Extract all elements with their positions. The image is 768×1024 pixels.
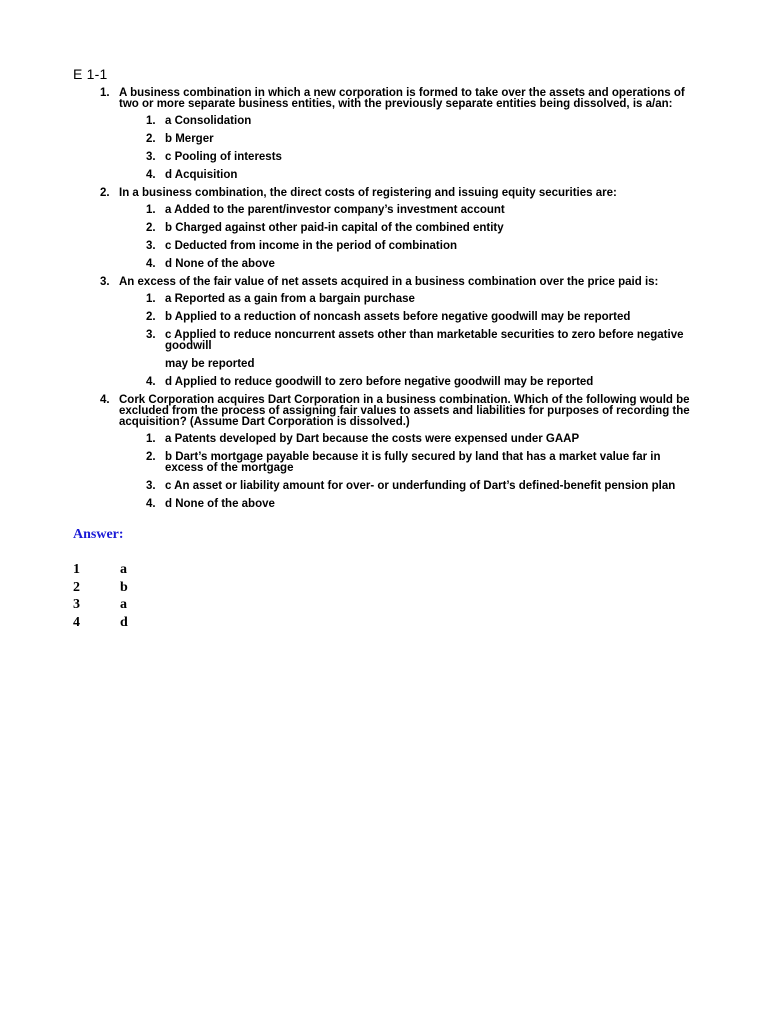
answer-number: 1 bbox=[73, 562, 80, 577]
answer-value: a bbox=[120, 597, 127, 612]
option-number: 1. bbox=[146, 204, 156, 216]
option-text: d None of the above bbox=[165, 258, 275, 270]
question-4 bbox=[0, 395, 768, 517]
answer-number: 2 bbox=[73, 579, 80, 595]
option-number: 4. bbox=[146, 169, 156, 181]
question-2 bbox=[0, 188, 768, 277]
option-item bbox=[0, 330, 768, 359]
option-number: 4. bbox=[146, 498, 156, 510]
option-number: 2. bbox=[146, 222, 156, 234]
option-item bbox=[0, 241, 768, 259]
option-item bbox=[0, 312, 768, 330]
option-number: 3. bbox=[146, 329, 156, 341]
option-list bbox=[0, 205, 768, 277]
option-number: 4. bbox=[146, 376, 156, 388]
question-number: 2. bbox=[100, 187, 110, 199]
option-item bbox=[0, 481, 768, 499]
answer-value: a bbox=[120, 562, 127, 577]
option-text: b Dart’s mortgage payable because it is fully secured by land that has a market value far in excess of the mortgage bbox=[165, 451, 661, 474]
option-item bbox=[0, 116, 768, 134]
option-number: 3. bbox=[146, 151, 156, 163]
option-text: c Applied to reduce noncurrent assets other than marketable securities to zero before negative goodwill bbox=[165, 329, 684, 352]
option-text: b Applied to a reduction of noncash assets before negative goodwill may be reported bbox=[165, 311, 631, 323]
option-number: 3. bbox=[146, 480, 156, 492]
option-number: 2. bbox=[146, 451, 156, 463]
option-text: c Pooling of interests bbox=[165, 151, 282, 163]
question-1 bbox=[0, 88, 768, 188]
question-number: 4. bbox=[100, 394, 110, 406]
question-text: A business combination in which a new corporation is formed to take over the assets and operations of two or more separate business entities, with the previously separate entities being dissolved, is a/an: bbox=[119, 87, 685, 110]
option-text: b Merger bbox=[165, 133, 214, 145]
option-text: a Consolidation bbox=[165, 115, 252, 127]
option-text: d None of the above bbox=[165, 498, 275, 510]
answer-number: 3 bbox=[73, 597, 80, 612]
option-list bbox=[0, 434, 768, 517]
option-item bbox=[0, 377, 768, 395]
option-item bbox=[0, 434, 768, 452]
option-text: c An asset or liability amount for over- or underfunding of Dart’s defined-benefit pension plan bbox=[165, 480, 676, 492]
option-number: 1. bbox=[146, 433, 156, 445]
question-list bbox=[0, 88, 768, 517]
answer-heading: Answer: bbox=[73, 527, 124, 542]
option-list bbox=[0, 294, 768, 395]
question-text: In a business combination, the direct costs of registering and issuing equity securities are: bbox=[119, 187, 617, 199]
option-text: b Charged against other paid-in capital of the combined entity bbox=[165, 222, 504, 234]
question-text: An excess of the fair value of net assets acquired in a business combination over the price paid is: bbox=[119, 276, 659, 288]
option-text: a Reported as a gain from a bargain purchase bbox=[165, 293, 415, 305]
option-item bbox=[0, 134, 768, 152]
option-item bbox=[0, 294, 768, 312]
option-text: d Applied to reduce goodwill to zero before negative goodwill may be reported bbox=[165, 376, 594, 388]
answer-value: b bbox=[120, 579, 128, 595]
answer-number: 4 bbox=[73, 614, 80, 630]
option-number: 1. bbox=[146, 115, 156, 127]
answer-value: d bbox=[120, 614, 128, 630]
option-number: 2. bbox=[146, 311, 156, 323]
option-item bbox=[0, 205, 768, 223]
option-number: 1. bbox=[146, 293, 156, 305]
option-number: 3. bbox=[146, 240, 156, 252]
option-text: a Added to the parent/investor company’s investment account bbox=[165, 204, 505, 216]
option-number: 4. bbox=[146, 258, 156, 270]
option-item bbox=[0, 223, 768, 241]
option-item bbox=[0, 170, 768, 188]
question-text: Cork Corporation acquires Dart Corporation in a business combination. Which of the following would be excluded from the process of assigning fair values to assets and liabilities for purposes of recording the acquisition? (Assume Dart Corporation is dissolved.) bbox=[119, 394, 690, 428]
option-item bbox=[0, 499, 768, 517]
question-number: 1. bbox=[100, 87, 110, 99]
option-item bbox=[0, 152, 768, 170]
option-list bbox=[0, 116, 768, 188]
question-number: 3. bbox=[100, 276, 110, 288]
option-number: 2. bbox=[146, 133, 156, 145]
question-3 bbox=[0, 277, 768, 395]
option-item bbox=[0, 259, 768, 277]
option-text: c Deducted from income in the period of combination bbox=[165, 240, 457, 252]
option-text: a Patents developed by Dart because the costs were expensed under GAAP bbox=[165, 433, 580, 445]
option-continuation: may be reported bbox=[165, 358, 255, 370]
option-text: d Acquisition bbox=[165, 169, 238, 181]
exercise-heading: E 1-1 bbox=[73, 66, 108, 82]
option-item bbox=[0, 452, 768, 481]
